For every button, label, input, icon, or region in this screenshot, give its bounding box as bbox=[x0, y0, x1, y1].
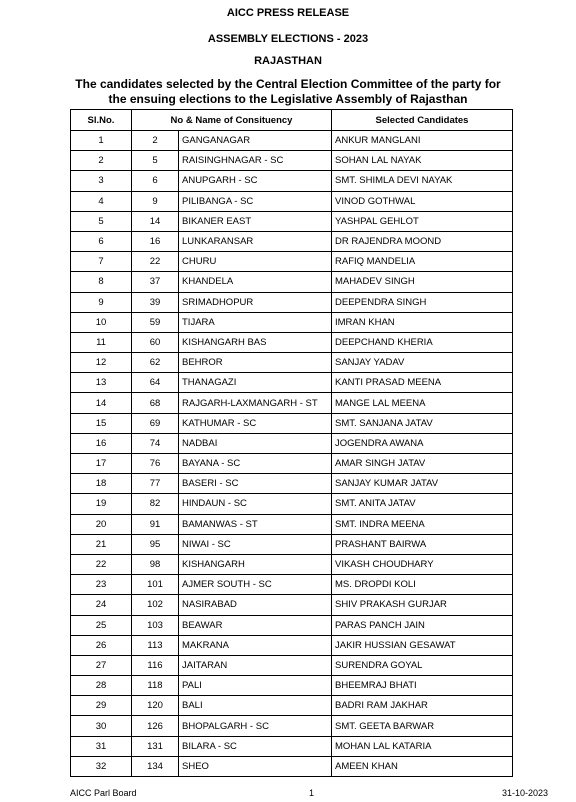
constituency-name-cell: RAISINGHNAGAR - SC bbox=[179, 151, 332, 171]
candidate-name-cell: AMEEN KHAN bbox=[332, 756, 513, 776]
table-row bbox=[71, 231, 513, 251]
table-row bbox=[71, 413, 513, 433]
constituency-name-cell: NIWAI - SC bbox=[179, 534, 332, 554]
serial-number-cell: 18 bbox=[71, 474, 132, 494]
press-release-heading: AICC PRESS RELEASE bbox=[226, 7, 350, 19]
serial-number-cell: 16 bbox=[71, 433, 132, 453]
serial-number-cell: 32 bbox=[71, 756, 132, 776]
constituency-name-cell: SRIMADHOPUR bbox=[179, 292, 332, 312]
serial-number-cell: 5 bbox=[71, 211, 132, 231]
constituency-name-cell: BILARA - SC bbox=[179, 736, 332, 756]
table-row bbox=[71, 655, 513, 675]
constituency-name-cell: HINDAUN - SC bbox=[179, 494, 332, 514]
serial-number-cell: 25 bbox=[71, 615, 132, 635]
candidate-name-cell: PRASHANT BAIRWA bbox=[332, 534, 513, 554]
serial-number-cell: 21 bbox=[71, 534, 132, 554]
constituency-name-cell: NASIRABAD bbox=[179, 595, 332, 615]
serial-number-cell: 20 bbox=[71, 514, 132, 534]
constituency-number-cell: 62 bbox=[132, 353, 179, 373]
candidate-name-cell: MS. DROPDI KOLI bbox=[332, 575, 513, 595]
subtitle bbox=[0, 77, 576, 107]
serial-number-cell: 15 bbox=[71, 413, 132, 433]
constituency-name-cell: GANGANAGAR bbox=[179, 131, 332, 151]
constituency-number-cell: 82 bbox=[132, 494, 179, 514]
footer-date: 31-10-2023 bbox=[502, 788, 549, 798]
constituency-number-cell: 16 bbox=[132, 231, 179, 251]
constituency-name-cell: TIJARA bbox=[179, 312, 332, 332]
table-row bbox=[71, 454, 513, 474]
serial-number-cell: 29 bbox=[71, 696, 132, 716]
constituency-number-cell: 9 bbox=[132, 191, 179, 211]
serial-number-cell: 26 bbox=[71, 635, 132, 655]
constituency-name-cell: AJMER SOUTH - SC bbox=[179, 575, 332, 595]
serial-number-cell: 2 bbox=[71, 151, 132, 171]
constituency-name-cell: SHEO bbox=[179, 756, 332, 776]
constituency-name-cell: ANUPGARH - SC bbox=[179, 171, 332, 191]
constituency-number-cell: 76 bbox=[132, 454, 179, 474]
table-row bbox=[71, 514, 513, 534]
candidate-name-cell: MANGE LAL MEENA bbox=[332, 393, 513, 413]
constituency-number-cell: 91 bbox=[132, 514, 179, 534]
table-row bbox=[71, 494, 513, 514]
table-row bbox=[71, 292, 513, 312]
constituency-name-cell: KATHUMAR - SC bbox=[179, 413, 332, 433]
table-row bbox=[71, 272, 513, 292]
constituency-number-cell: 60 bbox=[132, 332, 179, 352]
table-row bbox=[71, 353, 513, 373]
constituency-name-cell: RAJGARH-LAXMANGARH - ST bbox=[179, 393, 332, 413]
table-row bbox=[71, 534, 513, 554]
candidate-name-cell: IMRAN KHAN bbox=[332, 312, 513, 332]
constituency-name-cell: BASERI - SC bbox=[179, 474, 332, 494]
constituency-number-cell: 74 bbox=[132, 433, 179, 453]
constituency-number-cell: 37 bbox=[132, 272, 179, 292]
table-row bbox=[71, 736, 513, 756]
table-row bbox=[71, 171, 513, 191]
table-row bbox=[71, 575, 513, 595]
constituency-name-cell: BAMANWAS - ST bbox=[179, 514, 332, 534]
constituency-number-cell: 126 bbox=[132, 716, 179, 736]
serial-number-cell: 28 bbox=[71, 676, 132, 696]
constituency-number-cell: 116 bbox=[132, 655, 179, 675]
constituency-number-cell: 95 bbox=[132, 534, 179, 554]
serial-number-cell: 9 bbox=[71, 292, 132, 312]
header-candidates: Selected Candidates bbox=[332, 110, 513, 131]
table-row bbox=[71, 554, 513, 574]
serial-number-cell: 12 bbox=[71, 353, 132, 373]
constituency-name-cell: KISHANGARH BAS bbox=[179, 332, 332, 352]
constituency-number-cell: 118 bbox=[132, 676, 179, 696]
serial-number-cell: 23 bbox=[71, 575, 132, 595]
constituency-name-cell: KISHANGARH bbox=[179, 554, 332, 574]
constituency-number-cell: 39 bbox=[132, 292, 179, 312]
constituency-number-cell: 59 bbox=[132, 312, 179, 332]
constituency-name-cell: CHURU bbox=[179, 252, 332, 272]
table-row bbox=[71, 151, 513, 171]
constituency-name-cell: MAKRANA bbox=[179, 635, 332, 655]
serial-number-cell: 24 bbox=[71, 595, 132, 615]
table-row bbox=[71, 595, 513, 615]
candidate-name-cell: ANKUR MANGLANI bbox=[332, 131, 513, 151]
table-row bbox=[71, 696, 513, 716]
serial-number-cell: 10 bbox=[71, 312, 132, 332]
constituency-name-cell: BIKANER EAST bbox=[179, 211, 332, 231]
constituency-number-cell: 5 bbox=[132, 151, 179, 171]
constituency-name-cell: BEHROR bbox=[179, 353, 332, 373]
constituency-number-cell: 101 bbox=[132, 575, 179, 595]
header-sl-no: Sl.No. bbox=[71, 110, 132, 131]
constituency-name-cell: PILIBANGA - SC bbox=[179, 191, 332, 211]
candidate-name-cell: AMAR SINGH JATAV bbox=[332, 454, 513, 474]
serial-number-cell: 31 bbox=[71, 736, 132, 756]
candidate-name-cell: VIKASH CHOUDHARY bbox=[332, 554, 513, 574]
candidate-name-cell: MOHAN LAL KATARIA bbox=[332, 736, 513, 756]
candidate-name-cell: YASHPAL GEHLOT bbox=[332, 211, 513, 231]
constituency-number-cell: 131 bbox=[132, 736, 179, 756]
candidate-name-cell: DR RAJENDRA MOOND bbox=[332, 231, 513, 251]
header-constituency: No & Name of Consituency bbox=[132, 110, 332, 131]
serial-number-cell: 1 bbox=[71, 131, 132, 151]
table-row bbox=[71, 211, 513, 231]
constituency-number-cell: 77 bbox=[132, 474, 179, 494]
candidate-name-cell: SOHAN LAL NAYAK bbox=[332, 151, 513, 171]
table-row bbox=[71, 393, 513, 413]
constituency-name-cell: LUNKARANSAR bbox=[179, 231, 332, 251]
constituency-number-cell: 102 bbox=[132, 595, 179, 615]
candidate-name-cell: DEEPCHAND KHERIA bbox=[332, 332, 513, 352]
table-row bbox=[71, 756, 513, 776]
candidate-name-cell: PARAS PANCH JAIN bbox=[332, 615, 513, 635]
serial-number-cell: 7 bbox=[71, 252, 132, 272]
table-header-row bbox=[71, 110, 513, 131]
candidates-table bbox=[70, 109, 513, 777]
constituency-number-cell: 14 bbox=[132, 211, 179, 231]
table-row bbox=[71, 716, 513, 736]
table-row bbox=[71, 433, 513, 453]
table-row bbox=[71, 615, 513, 635]
serial-number-cell: 22 bbox=[71, 554, 132, 574]
serial-number-cell: 11 bbox=[71, 332, 132, 352]
candidate-name-cell: SANJAY YADAV bbox=[332, 353, 513, 373]
serial-number-cell: 13 bbox=[71, 373, 132, 393]
table-row bbox=[71, 252, 513, 272]
candidate-name-cell: BHEEMRAJ BHATI bbox=[332, 676, 513, 696]
constituency-number-cell: 69 bbox=[132, 413, 179, 433]
table-row bbox=[71, 373, 513, 393]
candidate-name-cell: RAFIQ MANDELIA bbox=[332, 252, 513, 272]
constituency-number-cell: 103 bbox=[132, 615, 179, 635]
constituency-number-cell: 64 bbox=[132, 373, 179, 393]
serial-number-cell: 19 bbox=[71, 494, 132, 514]
table-row bbox=[71, 635, 513, 655]
table-body bbox=[71, 131, 513, 777]
constituency-name-cell: JAITARAN bbox=[179, 655, 332, 675]
serial-number-cell: 17 bbox=[71, 454, 132, 474]
serial-number-cell: 8 bbox=[71, 272, 132, 292]
candidate-name-cell: SMT. SANJANA JATAV bbox=[332, 413, 513, 433]
candidate-name-cell: SMT. INDRA MEENA bbox=[332, 514, 513, 534]
table-row bbox=[71, 131, 513, 151]
serial-number-cell: 30 bbox=[71, 716, 132, 736]
candidate-name-cell: SMT. ANITA JATAV bbox=[332, 494, 513, 514]
table-row bbox=[71, 332, 513, 352]
constituency-name-cell: PALI bbox=[179, 676, 332, 696]
candidate-name-cell: SURENDRA GOYAL bbox=[332, 655, 513, 675]
candidate-name-cell: SANJAY KUMAR JATAV bbox=[332, 474, 513, 494]
constituency-number-cell: 68 bbox=[132, 393, 179, 413]
constituency-name-cell: KHANDELA bbox=[179, 272, 332, 292]
candidate-name-cell: JAKIR HUSSIAN GESAWAT bbox=[332, 635, 513, 655]
serial-number-cell: 4 bbox=[71, 191, 132, 211]
candidate-name-cell: KANTI PRASAD MEENA bbox=[332, 373, 513, 393]
constituency-name-cell: BHOPALGARH - SC bbox=[179, 716, 332, 736]
constituency-number-cell: 120 bbox=[132, 696, 179, 716]
footer-page-number: 1 bbox=[309, 788, 315, 798]
table-row bbox=[71, 474, 513, 494]
constituency-name-cell: BEAWAR bbox=[179, 615, 332, 635]
candidate-name-cell: SMT. GEETA BARWAR bbox=[332, 716, 513, 736]
serial-number-cell: 14 bbox=[71, 393, 132, 413]
serial-number-cell: 27 bbox=[71, 655, 132, 675]
footer-board: AICC Parl Board bbox=[70, 788, 137, 798]
candidate-name-cell: VINOD GOTHWAL bbox=[332, 191, 513, 211]
candidate-name-cell: BADRI RAM JAKHAR bbox=[332, 696, 513, 716]
election-heading: ASSEMBLY ELECTIONS - 2023 bbox=[207, 33, 369, 45]
constituency-name-cell: BAYANA - SC bbox=[179, 454, 332, 474]
constituency-number-cell: 22 bbox=[132, 252, 179, 272]
candidate-name-cell: SHIV PRAKASH GURJAR bbox=[332, 595, 513, 615]
subtitle-line-2: the ensuing elections to the Legislative Assembly of Rajasthan bbox=[108, 92, 468, 106]
candidate-name-cell: JOGENDRA AWANA bbox=[332, 433, 513, 453]
serial-number-cell: 6 bbox=[71, 231, 132, 251]
constituency-number-cell: 98 bbox=[132, 554, 179, 574]
constituency-number-cell: 113 bbox=[132, 635, 179, 655]
candidate-name-cell: MAHADEV SINGH bbox=[332, 272, 513, 292]
table-row bbox=[71, 191, 513, 211]
constituency-number-cell: 134 bbox=[132, 756, 179, 776]
constituency-number-cell: 6 bbox=[132, 171, 179, 191]
table-row bbox=[71, 676, 513, 696]
constituency-name-cell: NADBAI bbox=[179, 433, 332, 453]
candidate-name-cell: SMT. SHIMLA DEVI NAYAK bbox=[332, 171, 513, 191]
serial-number-cell: 3 bbox=[71, 171, 132, 191]
constituency-name-cell: BALI bbox=[179, 696, 332, 716]
constituency-number-cell: 2 bbox=[132, 131, 179, 151]
subtitle-line-1: The candidates selected by the Central Election Committee of the party for bbox=[75, 77, 501, 91]
constituency-name-cell: THANAGAZI bbox=[179, 373, 332, 393]
candidate-name-cell: DEEPENDRA SINGH bbox=[332, 292, 513, 312]
table-row bbox=[71, 312, 513, 332]
state-heading: RAJASTHAN bbox=[254, 55, 322, 67]
